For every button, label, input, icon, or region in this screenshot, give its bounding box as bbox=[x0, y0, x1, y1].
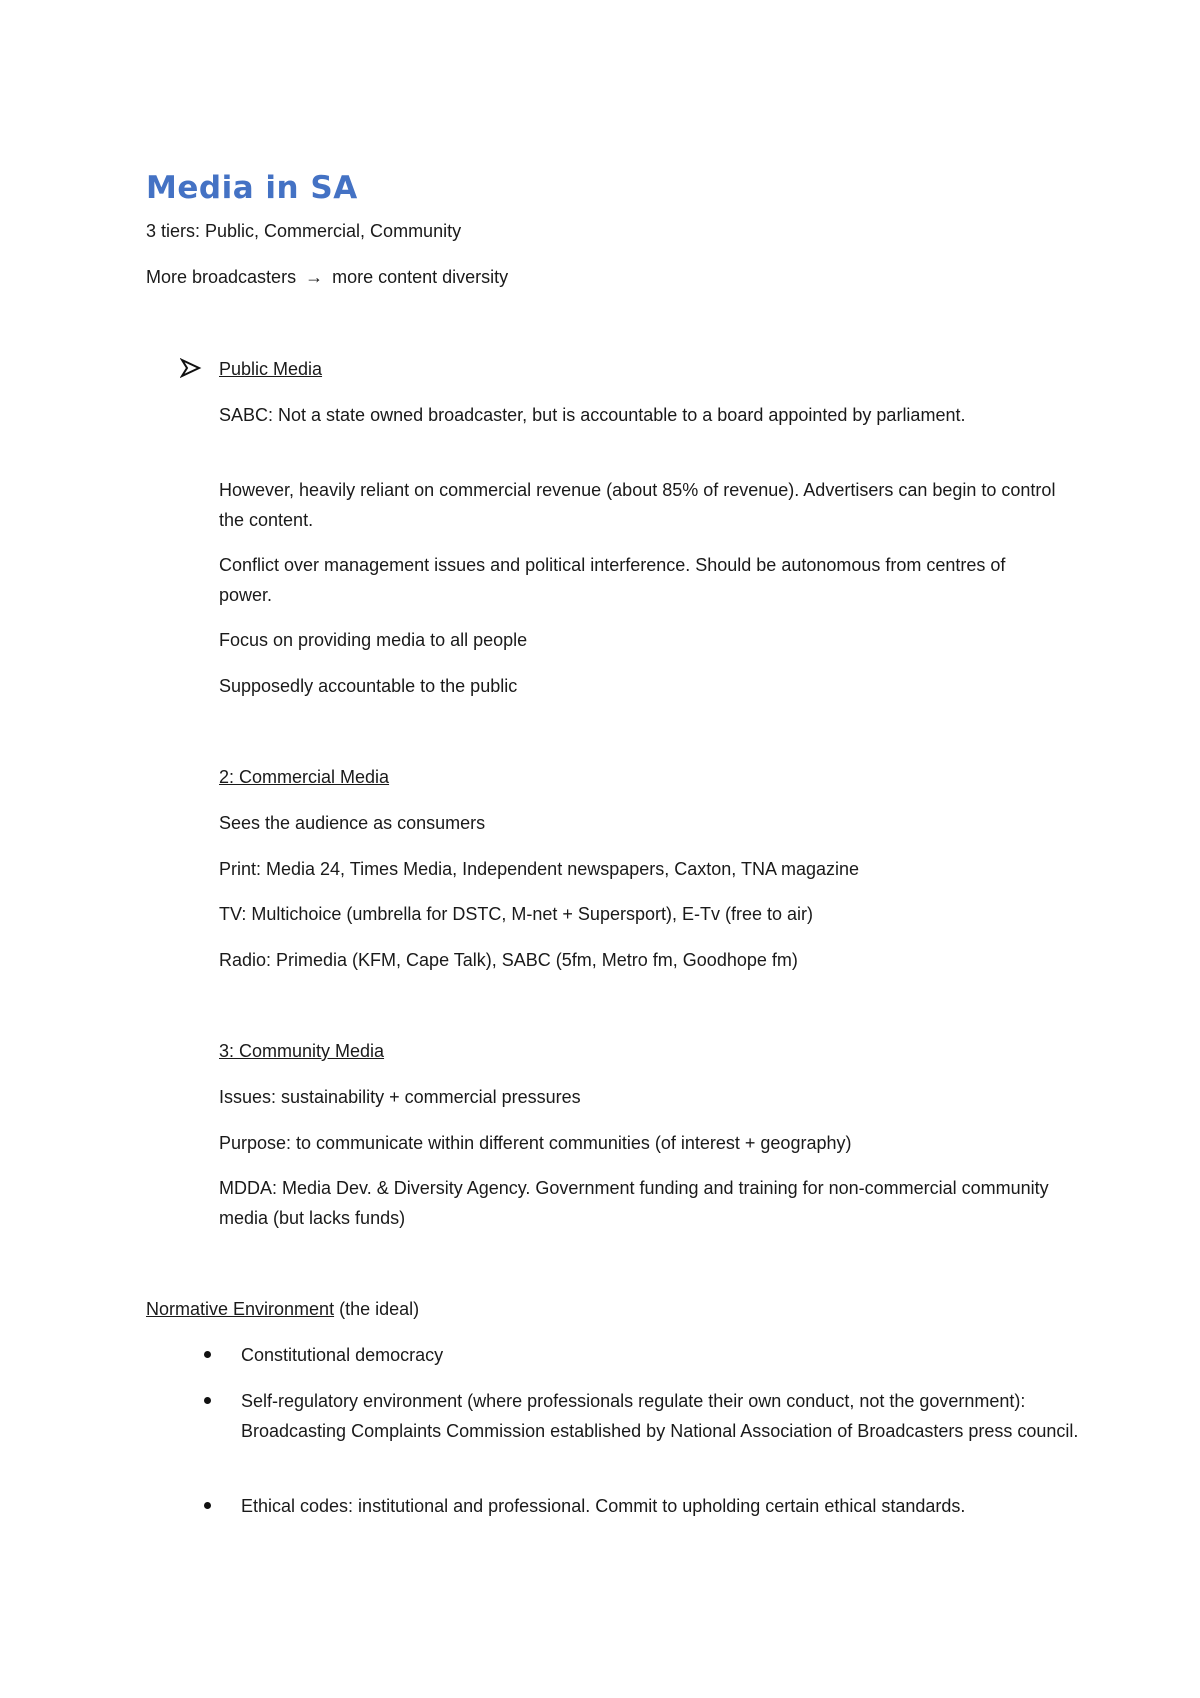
public-media-para: Focus on providing media to all people bbox=[219, 630, 528, 650]
broadcasters-right: more content diversity bbox=[332, 267, 509, 287]
commercial-media-para: Sees the audience as consumers bbox=[219, 813, 486, 833]
commercial-media-heading: 2: Commercial Media bbox=[219, 767, 390, 787]
public-media-para: Conflict over management issues and political interference. Should be autonomous from centres of power. bbox=[219, 555, 1006, 605]
community-media-para: Issues: sustainability + commercial pressures bbox=[219, 1087, 581, 1107]
tiers-line: 3 tiers: Public, Commercial, Community bbox=[146, 221, 462, 241]
public-media-heading: Public Media bbox=[219, 359, 323, 379]
bullet-dot-icon bbox=[204, 1351, 211, 1358]
public-media-para: However, heavily reliant on commercial revenue (about 85% of revenue). Advertisers can begin to control the content. bbox=[219, 480, 1056, 530]
normative-heading-line bbox=[146, 1294, 419, 1324]
bullet-dot-icon bbox=[204, 1397, 211, 1404]
commercial-media-para: Print: Media 24, Times Media, Independent newspapers, Caxton, TNA magazine bbox=[219, 859, 860, 879]
commercial-media-para: Radio: Primedia (KFM, Cape Talk), SABC (5fm, Metro fm, Goodhope fm) bbox=[219, 950, 798, 970]
arrow-right-icon: → bbox=[305, 267, 324, 287]
arrowhead-bullet-icon bbox=[180, 358, 202, 378]
public-media-para: Supposedly accountable to the public bbox=[219, 676, 518, 696]
bullet-dot-icon bbox=[204, 1502, 211, 1509]
normative-bullet: Constitutional democracy bbox=[241, 1345, 444, 1365]
normative-heading-suffix: (the ideal) bbox=[334, 1299, 420, 1319]
public-media-para: SABC: Not a state owned broadcaster, but is accountable to a board appointed by parliament. bbox=[219, 405, 966, 425]
normative-bullet: Self-regulatory environment (where professionals regulate their own conduct, not the government): Broadcasting Complaints Commission established by National Association of Broadcasters press council. bbox=[241, 1391, 1079, 1441]
community-media-para: MDDA: Media Dev. & Diversity Agency. Government funding and training for non-commercial community media (but lacks funds) bbox=[219, 1178, 1049, 1228]
page-title: Media in SA bbox=[146, 170, 358, 206]
normative-heading: Normative Environment bbox=[146, 1299, 335, 1319]
broadcasters-left: More broadcasters bbox=[146, 267, 297, 287]
community-media-heading: 3: Community Media bbox=[219, 1041, 385, 1061]
normative-bullet: Ethical codes: institutional and professional. Commit to upholding certain ethical standards. bbox=[241, 1496, 966, 1516]
commercial-media-para: TV: Multichoice (umbrella for DSTC, M-net + Supersport), E-Tv (free to air) bbox=[219, 904, 813, 924]
community-media-para: Purpose: to communicate within different communities (of interest + geography) bbox=[219, 1133, 852, 1153]
broadcasters-line bbox=[146, 262, 508, 292]
